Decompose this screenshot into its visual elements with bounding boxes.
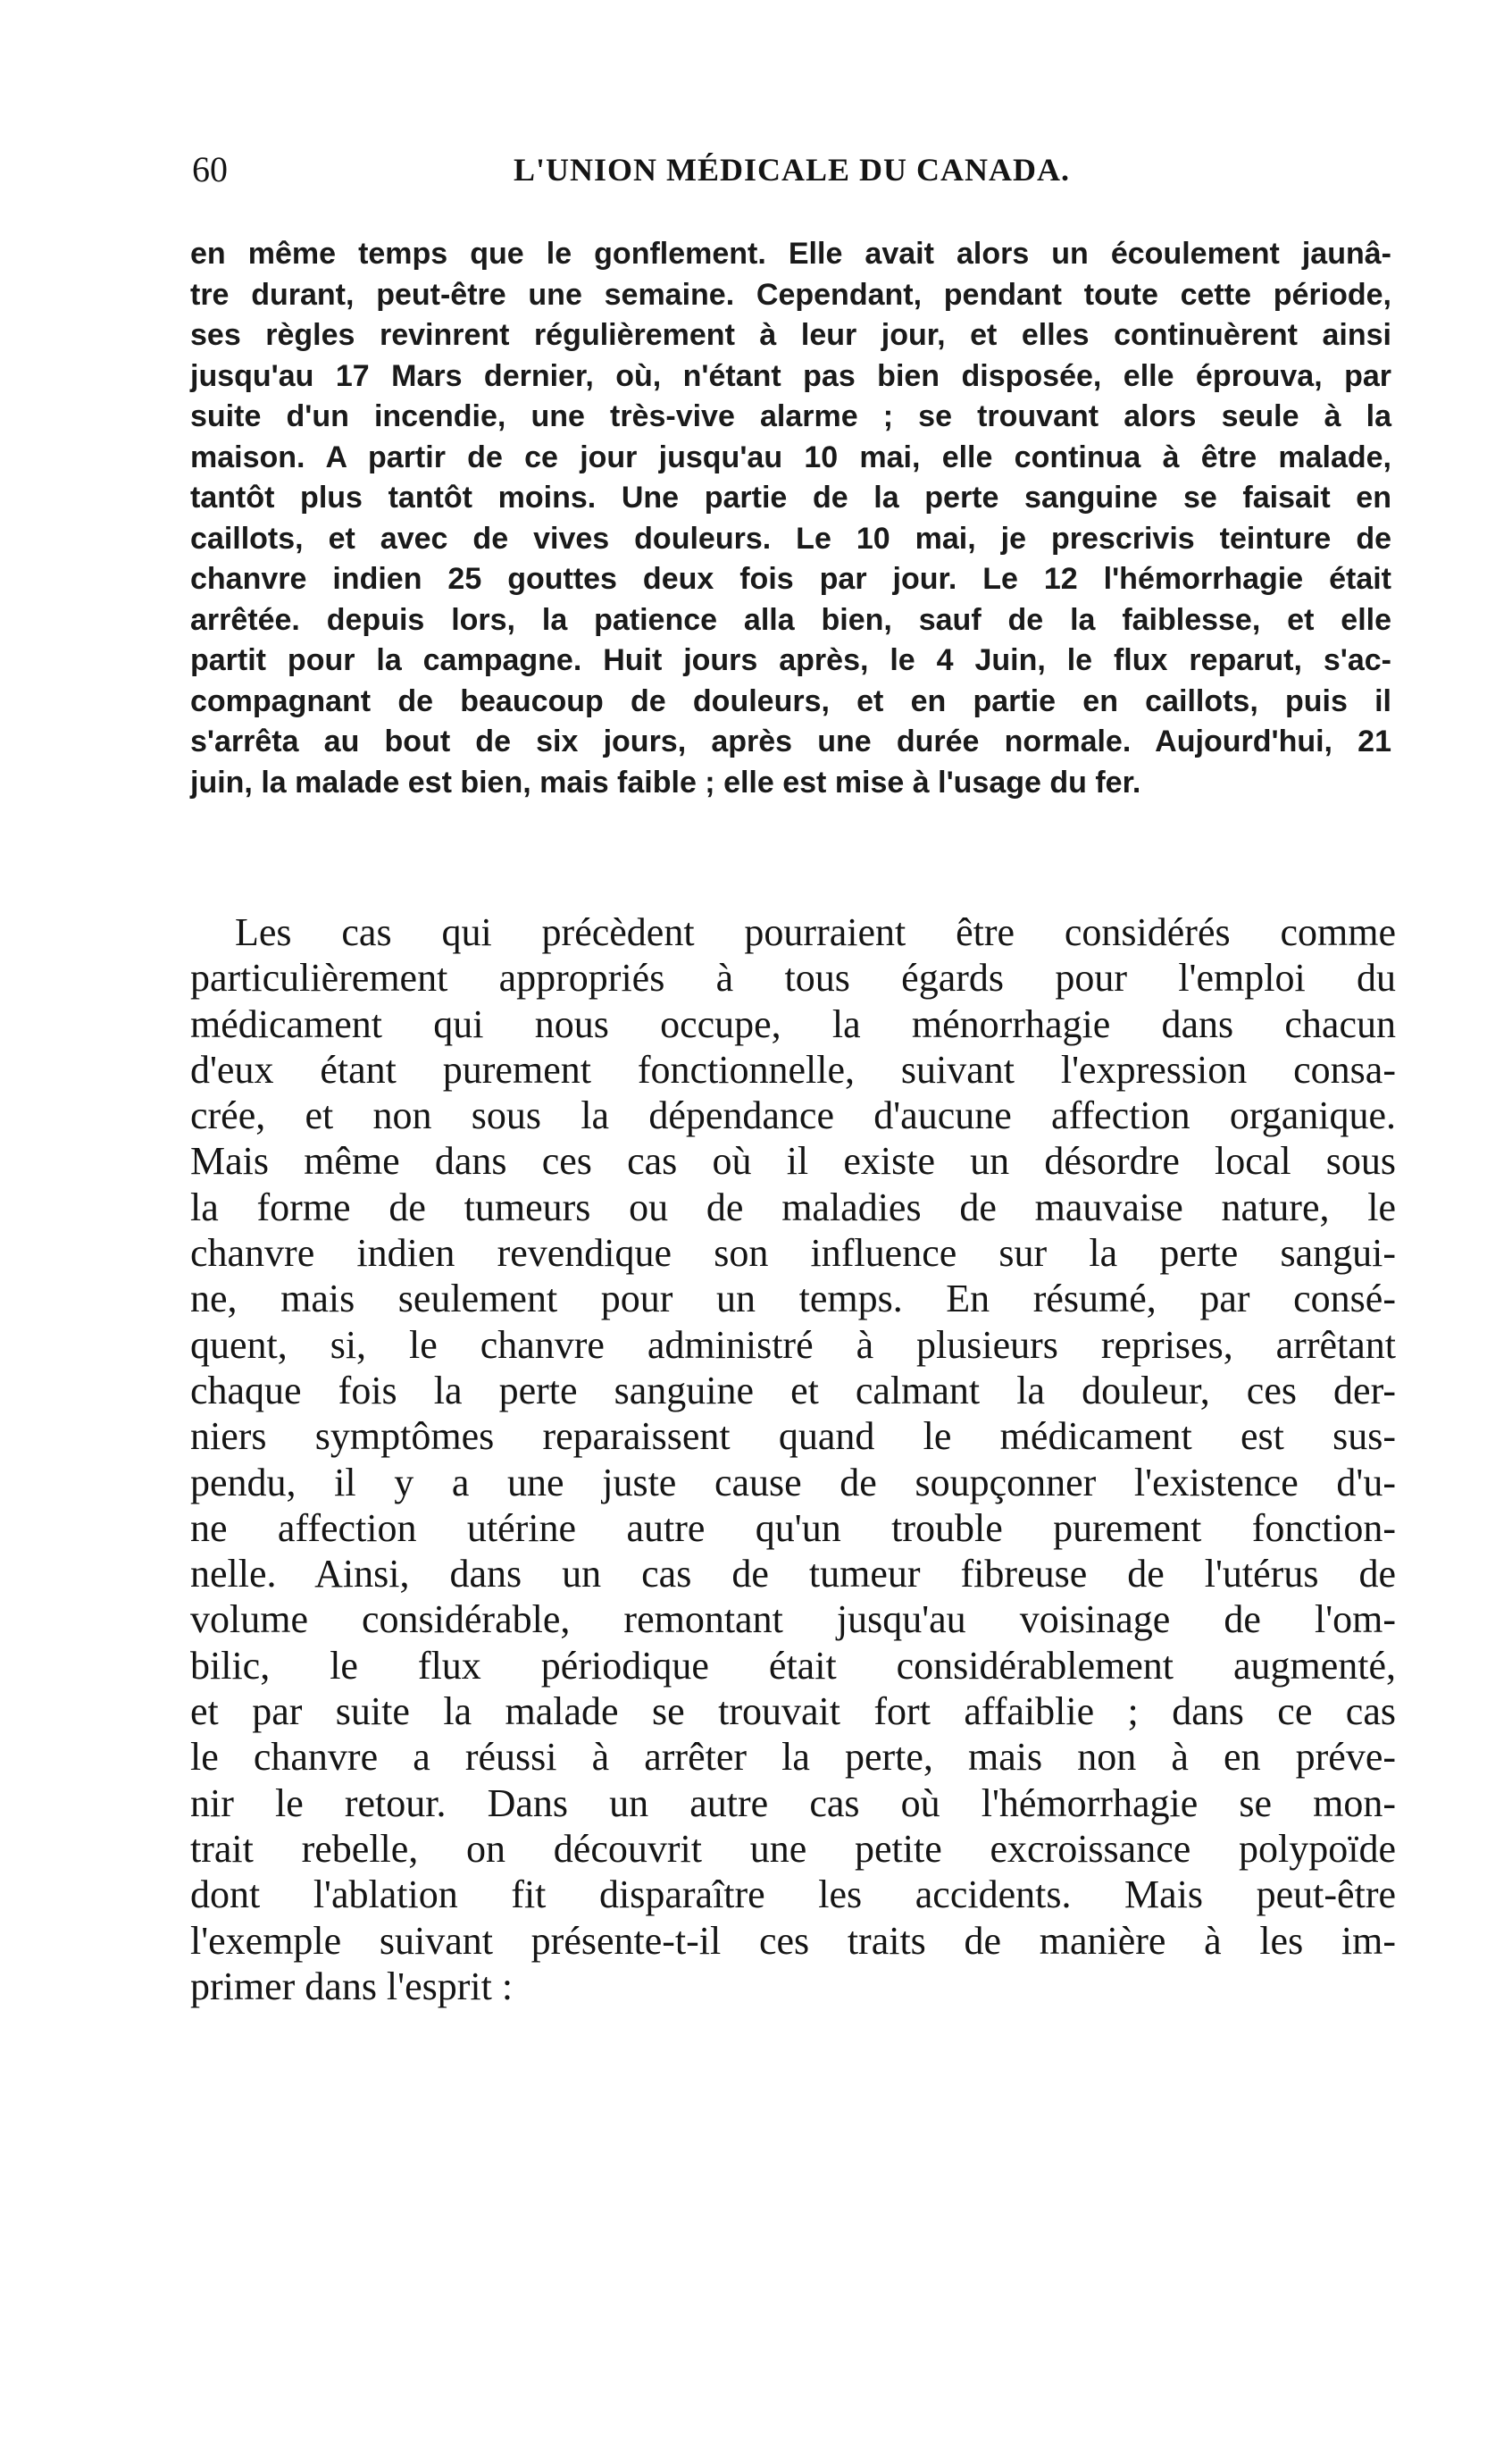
discussion-line: chaque fois la perte sanguine et calmant la douleur, ces der- (190, 1368, 1396, 1412)
case-line: arrêtée. depuis lors, la patience alla bien, sauf de la faiblesse, et elle (190, 602, 1391, 637)
discussion-line: médicament qui nous occupe, la ménorrhagie dans chacun (190, 1001, 1396, 1046)
discussion-line: dont l'ablation fit disparaître les accidents. Mais peut-être (190, 1872, 1396, 1917)
case-line: ses règles revinrent régulièrement à leur jour, et elles continuèrent ainsi (190, 318, 1391, 352)
discussion-line: la forme de tumeurs ou de maladies de mauvaise nature, le (190, 1185, 1396, 1229)
case-line: s'arrêta au bout de six jours, après une durée normale. Aujourd'hui, 21 (190, 725, 1391, 758)
case-line: jusqu'au 17 Mars dernier, où, n'étant pas bien disposée, elle éprouva, par (190, 358, 1391, 393)
case-line: caillots, et avec de vives douleurs. Le 10 mai, je prescrivis teinture de (190, 521, 1391, 556)
discussion-line: nelle. Ainsi, dans un cas de tumeur fibreuse de l'utérus de (190, 1552, 1396, 1596)
case-paragraph (190, 234, 1391, 803)
discussion-line: pendu, il y a une juste cause de soupçonner l'existence d'u- (190, 1460, 1396, 1504)
discussion-line: trait rebelle, on découvrit une petite excroissance polypoïde (190, 1826, 1396, 1871)
case-line: partit pour la campagne. Huit jours après, le 4 Juin, le flux reparut, s'ac- (190, 643, 1391, 677)
discussion-line: crée, et non sous la dépendance d'aucune affection organique. (190, 1093, 1396, 1138)
case-line: maison. A partir de ce jour jusqu'au 10 mai, elle continua à être malade, (190, 440, 1391, 474)
case-line: chanvre indien 25 gouttes deux fois par jour. Le 12 l'hémorrhagie était (190, 562, 1391, 596)
discussion-line: d'eux étant purement fonctionnelle, suivant l'expression consa- (190, 1047, 1396, 1092)
discussion-line: Mais même dans ces cas où il existe un désordre local sous (190, 1139, 1396, 1184)
case-line: tantôt plus tantôt moins. Une partie de la perte sanguine se faisait en (190, 481, 1391, 515)
discussion-line: et par suite la malade se trouvait fort affaiblie ; dans ce cas (190, 1689, 1396, 1734)
case-line: suite d'un incendie, une très-vive alarme ; se trouvant alors seule à la (190, 399, 1391, 433)
case-line: juin, la malade est bien, mais faible ; elle est mise à l'usage du fer. (190, 765, 1141, 800)
discussion-line: bilic, le flux périodique était considérablement augmenté, (190, 1643, 1396, 1688)
discussion-line: le chanvre a réussi à arrêter la perte, mais non à en préve- (190, 1735, 1396, 1780)
discussion-line: particulièrement appropriés à tous égards pour l'emploi du (190, 956, 1396, 1001)
discussion-line: niers symptômes reparaissent quand le médicament est sus- (190, 1414, 1396, 1459)
discussion-paragraph (190, 909, 1396, 2009)
case-line: compagnant de beaucoup de douleurs, et en partie en caillots, puis il (190, 683, 1391, 718)
discussion-line: ne affection utérine autre qu'un trouble purement fonction- (190, 1505, 1396, 1550)
page-number: 60 (192, 149, 228, 189)
discussion-line: l'exemple suivant présente-t-il ces traits de manière à les im- (190, 1918, 1396, 1963)
discussion-line: quent, si, le chanvre administré à plusieurs reprises, arrêtant (190, 1322, 1396, 1367)
discussion-line: primer dans l'esprit : (190, 1964, 514, 2008)
discussion-line: volume considérable, remontant jusqu'au voisinage de l'om- (190, 1597, 1396, 1642)
running-head (192, 143, 1389, 197)
journal-title: L'UNION MÉDICALE DU CANADA. (514, 152, 1071, 188)
discussion-line: nir le retour. Dans un autre cas où l'hémorrhagie se mon- (190, 1780, 1396, 1825)
discussion-line: Les cas qui précèdent pourraient être considérés comme (235, 910, 1396, 954)
discussion-line: chanvre indien revendique son influence sur la perte sangui- (190, 1231, 1396, 1276)
case-line: tre durant, peut-être une semaine. Cependant, pendant toute cette période, (190, 277, 1391, 312)
discussion-line: ne, mais seulement pour un temps. En résumé, par consé- (190, 1277, 1396, 1321)
case-line: en même temps que le gonflement. Elle avait alors un écoulement jaunâ- (190, 237, 1391, 271)
